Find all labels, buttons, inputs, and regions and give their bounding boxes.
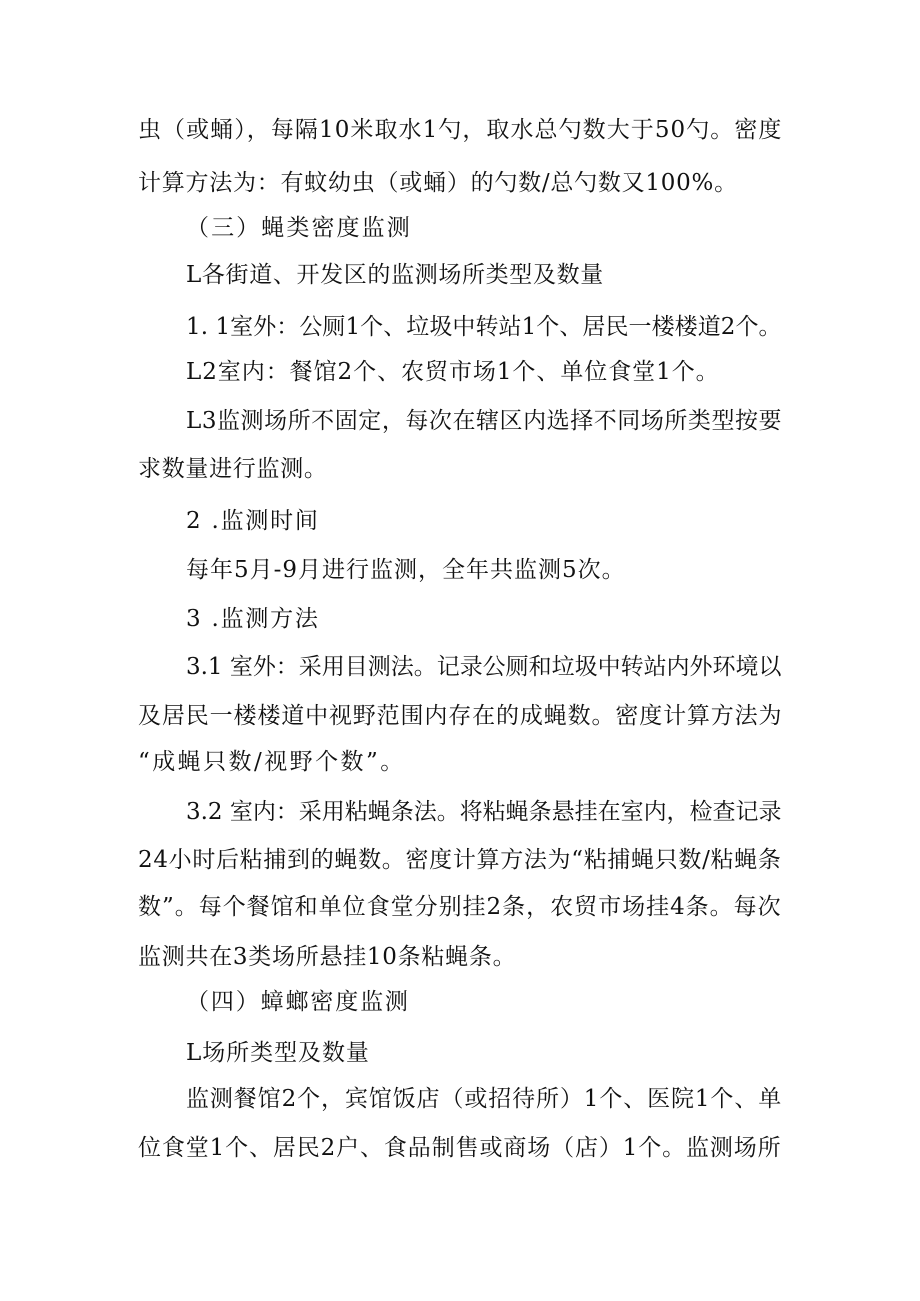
subsection-heading: L各街道、开发区的监测场所类型及数量 [186, 262, 604, 288]
section-heading: （四）蟑螂密度监测 [186, 989, 410, 1015]
paragraph-line: 虫（或蛹），每隔10米取水1勺，取水总勺数大于50勺。密度 [138, 117, 783, 143]
paragraph-line: L2室内：餐馆2个、农贸市场1个、单位食堂1个。 [186, 359, 720, 385]
paragraph-line: 计算方法为：有蚊幼虫（或蛹）的勺数/总勺数又100%。 [138, 170, 738, 196]
subsection-heading: 3 .监测方法 [186, 606, 320, 632]
paragraph-line: 监测共在3类场所悬挂10条粘蝇条。 [138, 944, 517, 970]
paragraph-line: 3.1 室外：采用目测法。记录公厕和垃圾中转站内外环境以 [186, 654, 782, 680]
section-heading: （三）蝇类密度监测 [186, 215, 412, 241]
paragraph-line: 数”。每个餐馆和单位食堂分别挂2条，农贸市场挂4条。每次 [138, 894, 782, 920]
paragraph-line: 24小时后粘捕到的蝇数。密度计算方法为“粘捕蝇只数/粘蝇条 [138, 847, 782, 873]
paragraph-line: 每年5月-9月进行监测，全年共监测5次。 [186, 557, 626, 583]
paragraph-line: 位食堂1个、居民2户、食品制售或商场（店）1个。监测场所 [138, 1135, 782, 1161]
paragraph-line: 3.2 室内：采用粘蝇条法。将粘蝇条悬挂在室内，检查记录 [186, 799, 782, 825]
paragraph-line: 监测餐馆2个，宾馆饭店（或招待所）1个、医院1个、单 [186, 1086, 783, 1112]
subsection-heading: 2 .监测时间 [186, 508, 320, 534]
paragraph-line: 1. 1室外：公厕1个、垃圾中转站1个、居民一楼楼道2个。 [186, 314, 782, 340]
paragraph-line: L3监测场所不固定，每次在辖区内选择不同场所类型按要 [186, 408, 783, 434]
paragraph-line: 及居民一楼楼道中视野范围内存在的成蝇数。密度计算方法为 [138, 703, 783, 729]
paragraph-line: 求数量进行监测。 [138, 456, 328, 482]
paragraph-line: “成蝇只数/视野个数”。 [138, 749, 406, 775]
subsection-heading: L场所类型及数量 [186, 1040, 370, 1066]
